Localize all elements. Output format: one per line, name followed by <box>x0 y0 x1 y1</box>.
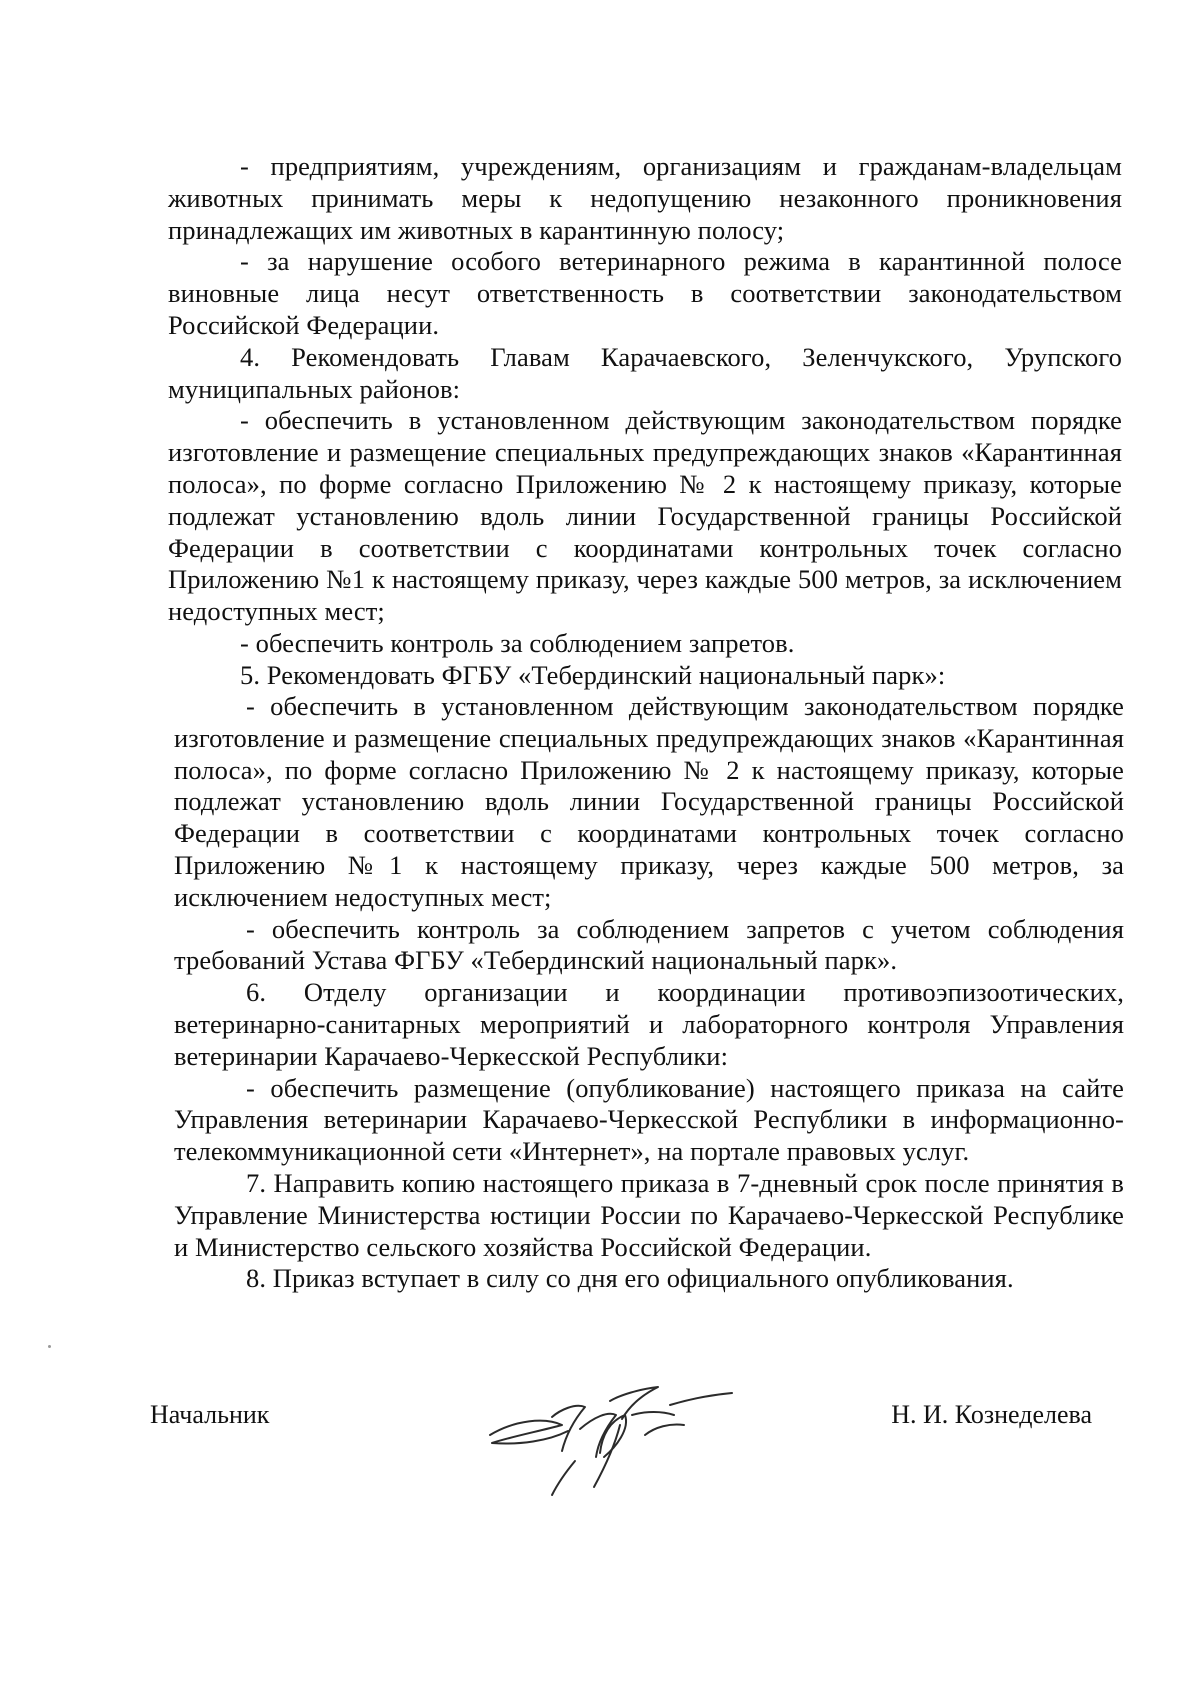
paragraph-11: 7. Направить копию настоящего приказа в 7-дневный срок после принятия в Управление Министерства юстиции России по Карачаево-Черкесской Республике и Министерство сельского хозяйства Российской Федерации. <box>174 1167 1124 1262</box>
body-text-bottom <box>174 691 1124 1295</box>
handwritten-signature <box>470 1365 750 1505</box>
paragraph-8: - обеспечить контроль за соблюдением запретов с учетом соблюдения требований Устава ФГБУ «Тебердинский национальный парк». <box>174 913 1124 976</box>
paragraph-10: - обеспечить размещение (опубликование) настоящего приказа на сайте Управления ветеринарии Карачаево-Черкесской Республики в информационно-телекоммуникационной сети «Интернет», на портале правовых услуг. <box>174 1072 1124 1167</box>
body-text-top <box>168 151 1122 692</box>
paragraph-1: - предприятиям, учреждениям, организациям и гражданам-владельцам животных принимать меры к недопущению незаконного проникновения принадлежащих им животных в карантинную полосу; <box>168 151 1122 245</box>
paragraph-5: - обеспечить контроль за соблюдением запретов. <box>240 627 795 658</box>
paragraph-7: - обеспечить в установленном действующим законодательством порядке изготовление и размещение специальных предупреждающих знаков «Карантинная полоса», по форме согласно Приложению № 2 к настоящему приказу, которые подлежат установлению вдоль линии Государственной границы Российской Федерации в соответствии с координатами контрольных точек согласно Приложению №1 к настоящему приказу, через каждые 500 метров, за исключением недоступных мест; <box>174 691 1124 912</box>
signatory-name: Н. И. Кознеделева <box>891 1400 1092 1429</box>
paragraph-12: 8. Приказ вступает в силу со дня его официального опубликования. <box>246 1263 1014 1294</box>
paragraph-6: 5. Рекомендовать ФГБУ «Тебердинский национальный парк»: <box>240 659 946 690</box>
signature-position-label: Начальник <box>150 1400 270 1429</box>
paragraph-3: 4. Рекомендовать Главам Карачаевского, Зеленчукского, Урупского муниципальных районов: <box>168 341 1122 404</box>
scan-speck <box>48 1345 51 1348</box>
paragraph-4: - обеспечить в установленном действующим законодательством порядке изготовление и размещение специальных предупреждающих знаков «Карантинная полоса», по форме согласно Приложению № 2 к настоящему приказу, которые подлежат установлению вдоль линии Государственной границы Российской Федерации в соответствии с координатами контрольных точек согласно Приложению №1 к настоящему приказу, через каждые 500 метров, за исключением недоступных мест; <box>168 405 1122 627</box>
paragraph-9: 6. Отделу организации и координации противоэпизоотических, ветеринарно-санитарных мероприятий и лабораторного контроля Управления ветеринарии Карачаево-Черкесской Республики: <box>174 977 1124 1071</box>
paragraph-2: - за нарушение особого ветеринарного режима в карантинной полосе виновные лица несут ответственность в соответствии законодательством Российской Федерации. <box>168 246 1122 340</box>
